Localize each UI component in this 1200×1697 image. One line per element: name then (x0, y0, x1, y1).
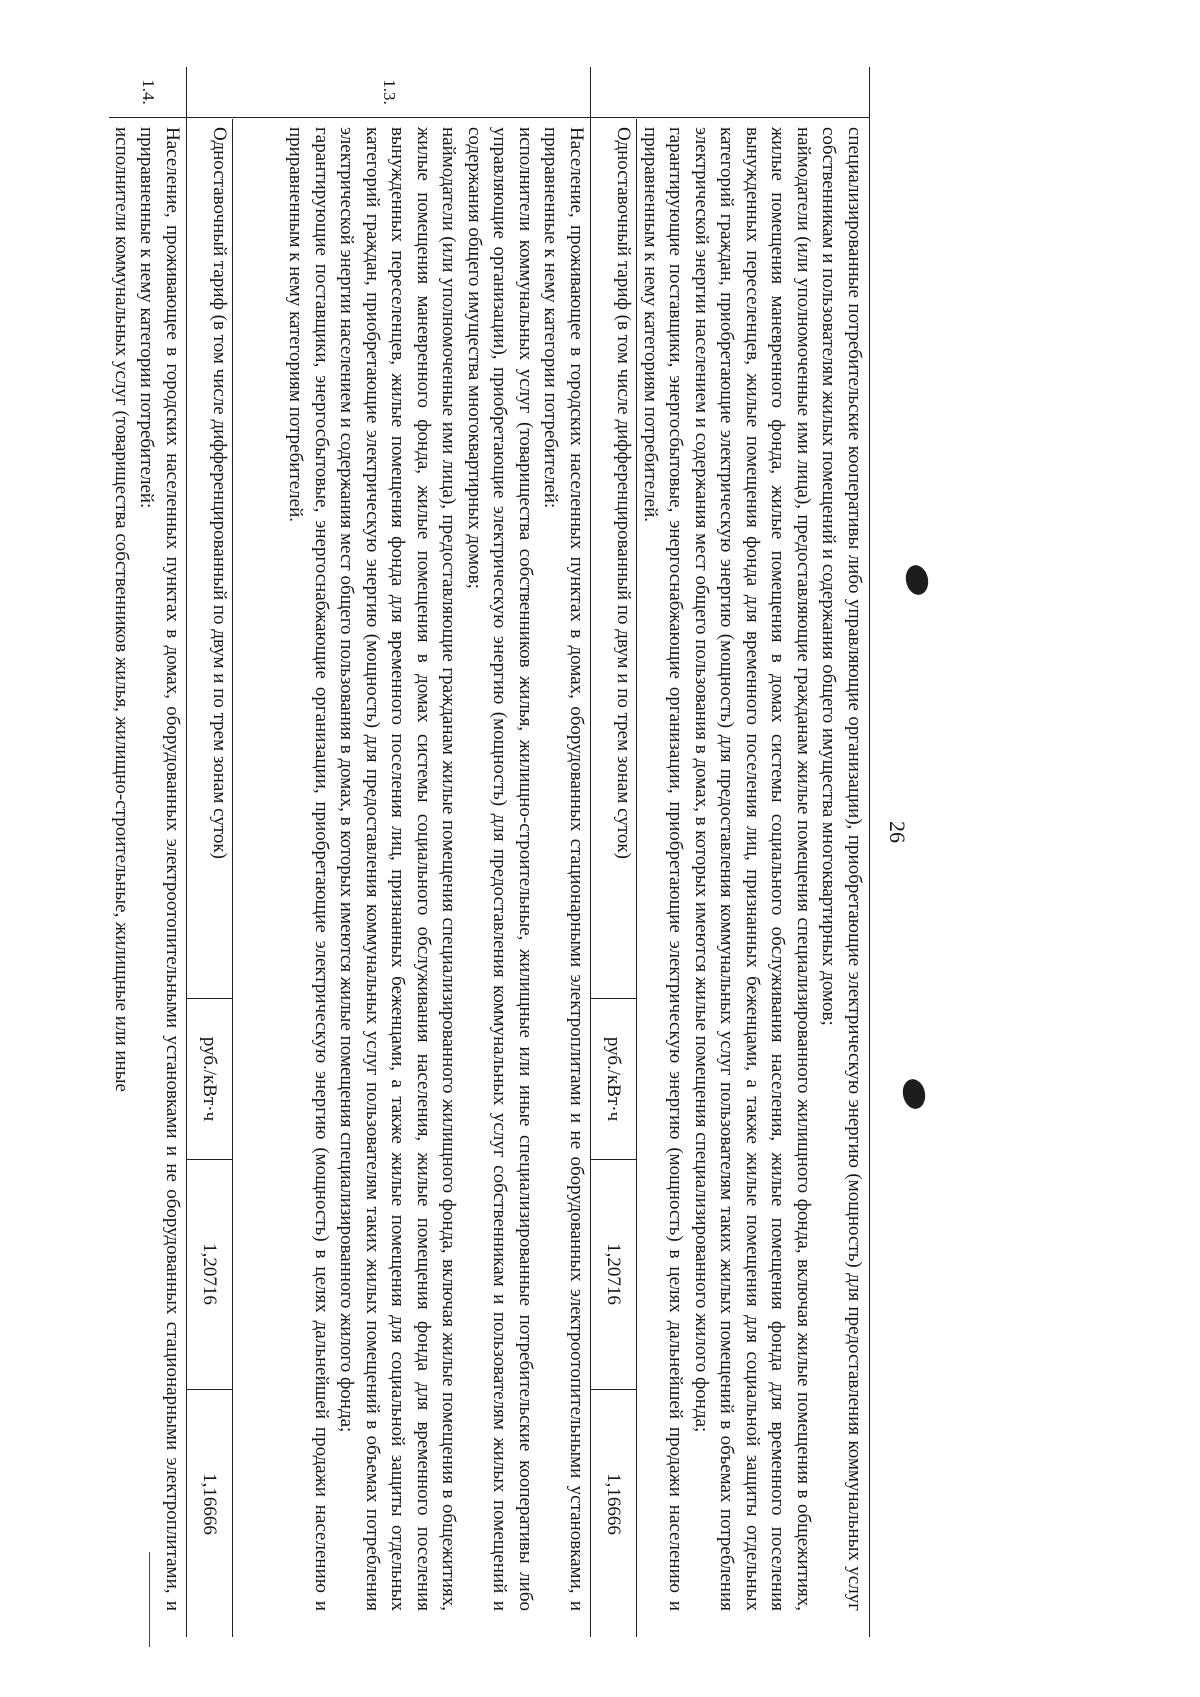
tariff-table (99, 67, 870, 1637)
hole-punch-mark (903, 563, 931, 597)
tariff-value-1: 1,20716 (590, 1159, 636, 1390)
paragraph: специализированные потребительские кооперативы либо управляющие организации), приобретающие электрическую энергию (мощность) для предоставления коммунальных услуг собственникам и пользователям жилых помещений и содержания общего имущества многоквартирных домов; (818, 127, 865, 1611)
tariff-value-1: 1,20716 (186, 1159, 232, 1390)
tariff-value-2: 1,16666 (603, 1473, 624, 1535)
paragraph: исполнители коммунальных услуг (товарищества собственников жилья, жилищно-строительные, жилищные или иные (111, 127, 132, 1092)
tariff-unit: руб./кВт·ч (590, 999, 636, 1160)
tariff-unit: руб./кВт·ч (186, 999, 232, 1160)
row-number-cell: 1.3. (187, 67, 591, 118)
paragraph: наймодатели (или уполномоченные ими лица), предоставляющие гражданам жилые помещения специализированного жилищного фонда, включая жилые помещения в общежитиях, жилые помещения маневренного фонда, жилые помещения в домах системы социального обслуживания населения, жилые помещения фонда для временного поселения вынужденных переселенцев, жилые помещения фонда для временного поселения лиц, признанных беженцами, а также жилые помещения для социальной защиты отдельных категорий граждан, приобретающие электрическую энергию (мощность) для предоставления коммунальных услуг пользователям таких жилых помещений в объемах потребления электрической энергии населением и содержания мест общего пользования в домах, в которых имеются жилые помещения специализированного жилого фонда; (336, 127, 460, 1611)
hole-punch-mark (900, 1077, 928, 1111)
paragraph: гарантирующие поставщики, энергосбытовые, энергоснабжающие организации, приобретающие электрическую энергию (мощность) в целях дальнейшей продажи населению и приравненным к нему категориям потребителей. (285, 127, 332, 1611)
row-number-cell (591, 67, 869, 118)
table-row (186, 67, 591, 1637)
row-text-cell (233, 119, 591, 1619)
tariff-value-2: 1,16666 (199, 1473, 220, 1535)
table-row (109, 67, 187, 1637)
tariff-description: Одноставочный тариф (в том числе дифференцированный по двум и по трем зонам суток) (590, 119, 636, 999)
paragraph: гарантирующие поставщики, энергосбытовые, энергоснабжающие организации, приобретающие электрическую энергию (мощность) в целях дальнейшей продажи населению и приравненным к нему категориям потребителей. (640, 127, 687, 1611)
paragraph: Население, проживающее в городских населенных пунктах в домах, оборудованных электроотопительными установками и не оборудованных стационарными электроплитами, и приравненные к нему категории потребителей: (136, 127, 183, 1611)
tariff-row (186, 119, 233, 1637)
paragraph: наймодатели (или уполномоченные ими лица), предоставляющие гражданам жилые помещения специализированного жилищного фонда, включая жилые помещения в общежитиях, жилые помещения маневренного фонда, жилые помещения в домах системы социального обслуживания населения, жилые помещения фонда для временного поселения вынужденных переселенцев, жилые помещения фонда для временного поселения лиц, признанных беженцами, а также жилые помещения для социальной защиты отдельных категорий граждан, приобретающие электрическую энергию (мощность) для предоставления коммунальных услуг пользователям таких жилых помещений в объемах потребления электрической энергии населением и содержания мест общего пользования в домах, в которых имеются жилые помещения специализированного жилого фонда; (691, 127, 814, 1611)
page-number: 26 (885, 821, 910, 843)
table-row (590, 67, 869, 1637)
paragraph: Население, проживающее в городских населенных пунктах в домах, оборудованных стационарными электроплитами и не оборудованных электроотопительными установками, и приравненные к нему категории потребителей: (540, 127, 587, 1611)
row-text-cell (109, 119, 187, 1619)
paragraph: исполнители коммунальных услуг (товарищества собственников жилья, жилищно-строительные, жилищные или иные специализированные потребительские кооперативы либо управляющие организации), приобретающие электрическую энергию (мощность) для предоставления коммунальных услуг собственникам и пользователям жилых помещений и содержания общего имущества многоквартирных домов; (464, 127, 536, 1611)
row-number-cell: 1.4. (109, 67, 187, 118)
tariff-row (590, 119, 637, 1637)
rotated-page (110, 67, 1020, 1637)
tariff-description: Одноставочный тариф (в том числе дифференцированный по двум и по трем зонам суток) (186, 119, 232, 999)
row-text-cell (637, 119, 869, 1619)
